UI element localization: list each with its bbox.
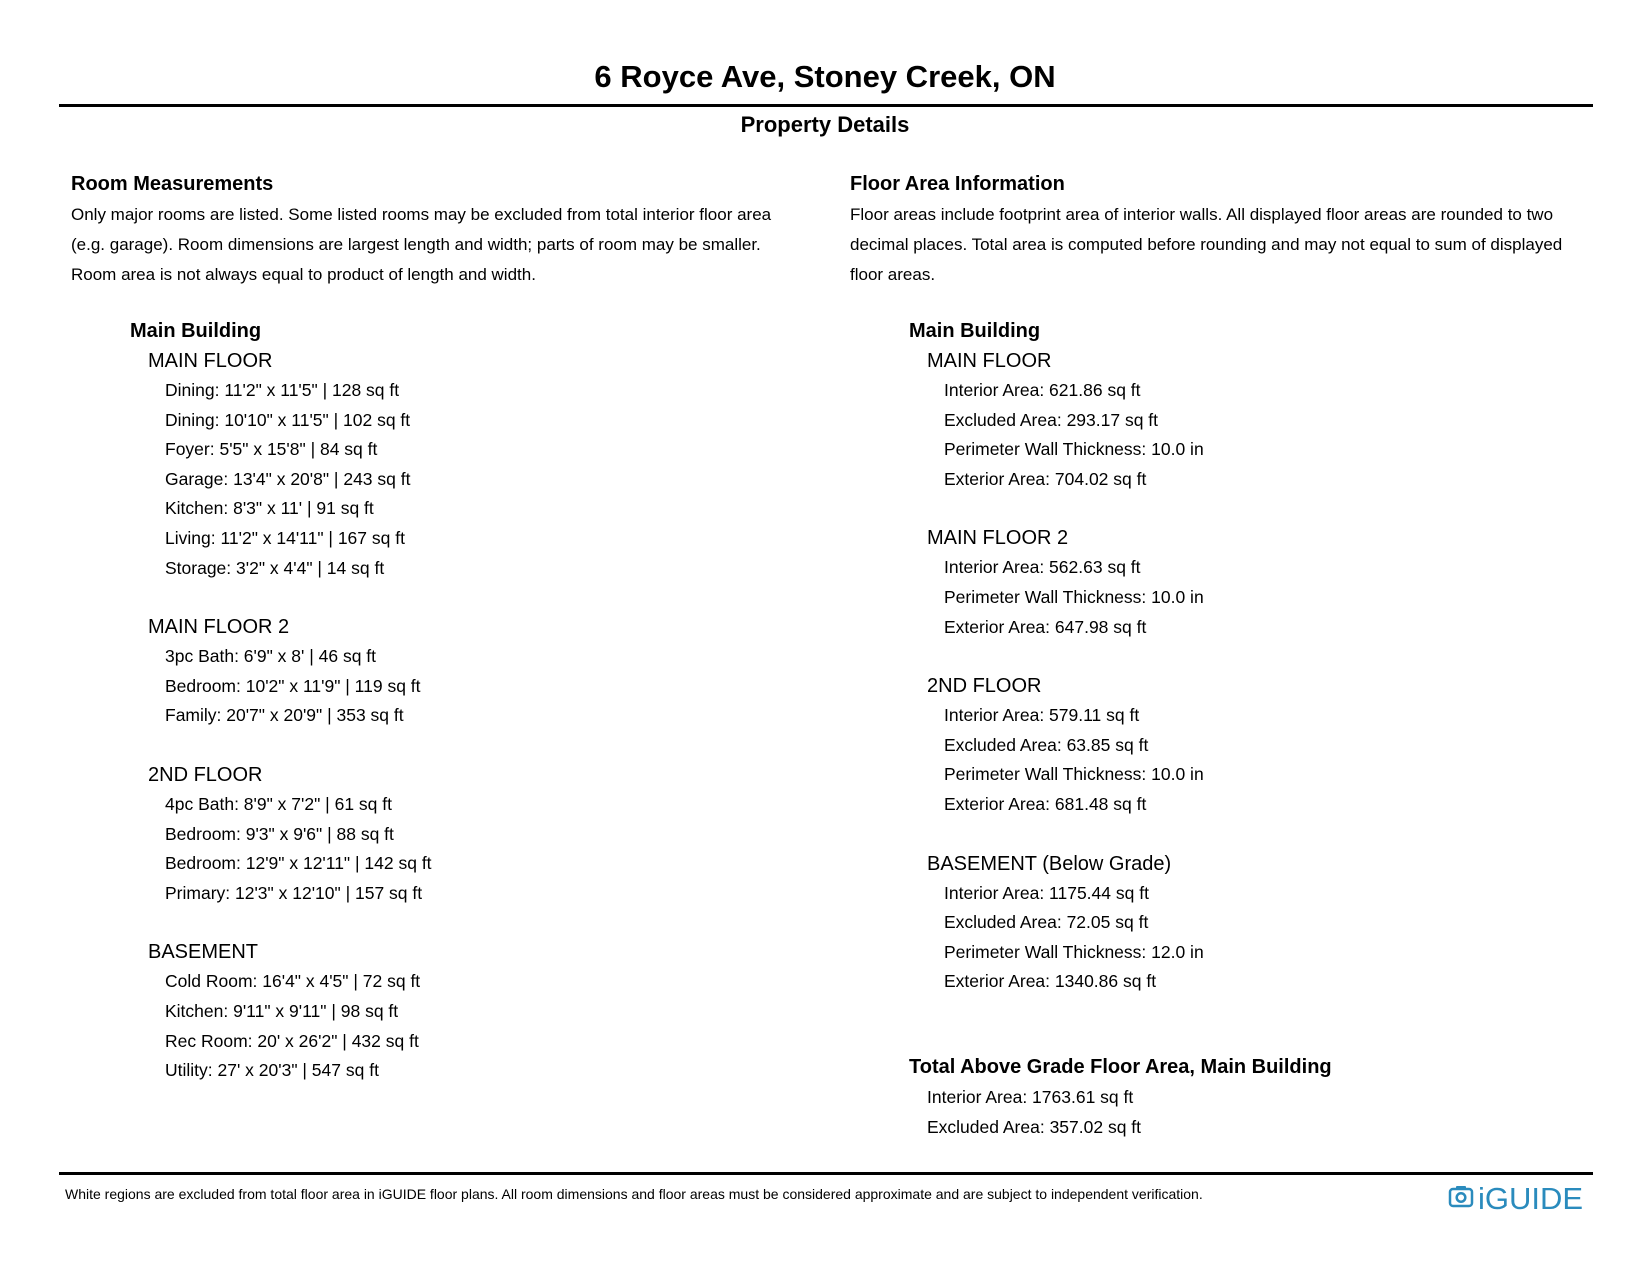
floor-heading: MAIN FLOOR	[927, 350, 1052, 372]
area-item: Excluded Area: 63.85 sq ft	[944, 734, 1149, 755]
total-above-grade	[909, 1052, 1630, 1142]
iguide-logo	[1448, 1182, 1583, 1216]
floor-heading: MAIN FLOOR 2	[927, 527, 1069, 550]
room-item: Bedroom: 10'2" x 11'9" | 119 sq ft	[165, 675, 421, 696]
area-item: Exterior Area: 704.02 sq ft	[944, 468, 1147, 489]
area-item: Exterior Area: 647.98 sq ft	[944, 616, 1147, 637]
room-measurements-heading: Room Measurements	[71, 173, 274, 195]
page-subtitle: Property Details	[740, 112, 910, 137]
floor-main-floor	[148, 346, 851, 583]
floor-2nd-floor	[148, 760, 851, 908]
footer-disclaimer: White regions are excluded from total floor area in iGUIDE floor plans. All room dimensions and floor areas must be considered approximate and are subject to independent verification.	[65, 1186, 1203, 1202]
room-item: Storage: 3'2" x 4'4" | 14 sq ft	[165, 557, 385, 578]
floor-heading: BASEMENT	[148, 941, 259, 964]
camera-icon	[1448, 1184, 1474, 1215]
area-item: Interior Area: 579.11 sq ft	[944, 705, 1140, 726]
room-item: Primary: 12'3" x 12'10" | 157 sq ft	[165, 882, 423, 903]
room-item: Rec Room: 20' x 26'2" | 432 sq ft	[165, 1030, 419, 1051]
room-measurements-section	[71, 168, 851, 1086]
floor-heading: MAIN FLOOR 2	[148, 616, 290, 639]
intro-line: Only major rooms are listed. Some listed rooms may be excluded from total interior floor area	[71, 205, 772, 224]
header-divider	[59, 104, 1593, 107]
total-item: Interior Area: 1763.61 sq ft	[927, 1086, 1134, 1107]
floor-heading: BASEMENT (Below Grade)	[927, 852, 1172, 875]
room-item: Foyer: 5'5" x 15'8" | 84 sq ft	[165, 439, 378, 460]
total-item: Excluded Area: 357.02 sq ft	[927, 1116, 1142, 1137]
room-item: Cold Room: 16'4" x 4'5" | 72 sq ft	[165, 971, 421, 992]
floor-heading: 2ND FLOOR	[927, 675, 1042, 698]
room-item: 3pc Bath: 6'9" x 8' | 46 sq ft	[165, 646, 377, 667]
area-item: Exterior Area: 1340.86 sq ft	[944, 971, 1157, 992]
intro-line: (e.g. garage). Room dimensions are largest length and width; parts of room may be smaller.	[71, 235, 761, 254]
floor-basement	[148, 937, 851, 1085]
room-item: Bedroom: 12'9" x 12'11" | 142 sq ft	[165, 853, 432, 874]
area-item: Perimeter Wall Thickness: 10.0 in	[944, 439, 1204, 460]
floor-area-intro	[850, 200, 1630, 290]
floor-heading: MAIN FLOOR	[148, 350, 273, 372]
building-name: Main Building	[130, 320, 262, 342]
room-item: Garage: 13'4" x 20'8" | 243 sq ft	[165, 468, 411, 489]
room-item: Utility: 27' x 20'3" | 547 sq ft	[165, 1060, 379, 1081]
area-item: Excluded Area: 293.17 sq ft	[944, 409, 1159, 430]
room-item: Dining: 10'10" x 11'5" | 102 sq ft	[165, 409, 411, 430]
room-measurements-intro	[71, 200, 851, 290]
area-basement	[927, 849, 1630, 997]
floor-area-heading: Floor Area Information	[850, 173, 1065, 195]
area-main-floor	[927, 346, 1630, 494]
room-item: Kitchen: 8'3" x 11' | 91 sq ft	[165, 498, 374, 519]
area-item: Exterior Area: 681.48 sq ft	[944, 793, 1147, 814]
footer-divider	[59, 1172, 1593, 1175]
area-item: Perimeter Wall Thickness: 10.0 in	[944, 586, 1204, 607]
room-item: Dining: 11'2" x 11'5" | 128 sq ft	[165, 380, 400, 400]
total-heading: Total Above Grade Floor Area, Main Building	[909, 1055, 1332, 1078]
page-title: 6 Royce Ave, Stoney Creek, ON	[594, 59, 1056, 94]
intro-line: decimal places. Total area is computed before rounding and may not equal to sum of displayed	[850, 235, 1563, 254]
area-item: Interior Area: 562.63 sq ft	[944, 557, 1141, 578]
area-item: Interior Area: 1175.44 sq ft	[944, 882, 1149, 903]
area-item: Perimeter Wall Thickness: 12.0 in	[944, 941, 1204, 962]
room-item: Family: 20'7" x 20'9" | 353 sq ft	[165, 705, 404, 726]
area-item: Excluded Area: 72.05 sq ft	[944, 912, 1149, 933]
area-item: Interior Area: 621.86 sq ft	[944, 380, 1141, 400]
floor-heading: 2ND FLOOR	[148, 763, 263, 786]
room-item: 4pc Bath: 8'9" x 7'2" | 61 sq ft	[165, 793, 392, 814]
building-name: Main Building	[909, 320, 1041, 342]
intro-line: floor areas.	[850, 265, 936, 284]
area-main-floor-2	[927, 523, 1630, 642]
room-item: Bedroom: 9'3" x 9'6" | 88 sq ft	[165, 823, 394, 844]
floor-main-floor-2	[148, 612, 851, 731]
floor-area-section	[850, 168, 1630, 1142]
area-2nd-floor	[927, 671, 1630, 819]
room-item: Living: 11'2" x 14'11" | 167 sq ft	[165, 527, 405, 548]
intro-line: Floor areas include footprint area of interior walls. All displayed floor areas are rounded to two	[850, 205, 1554, 224]
intro-line: Room area is not always equal to product of length and width.	[71, 265, 536, 284]
area-item: Perimeter Wall Thickness: 10.0 in	[944, 764, 1204, 785]
logo-text: iGUIDE	[1478, 1181, 1584, 1216]
room-item: Kitchen: 9'11" x 9'11" | 98 sq ft	[165, 1000, 399, 1021]
